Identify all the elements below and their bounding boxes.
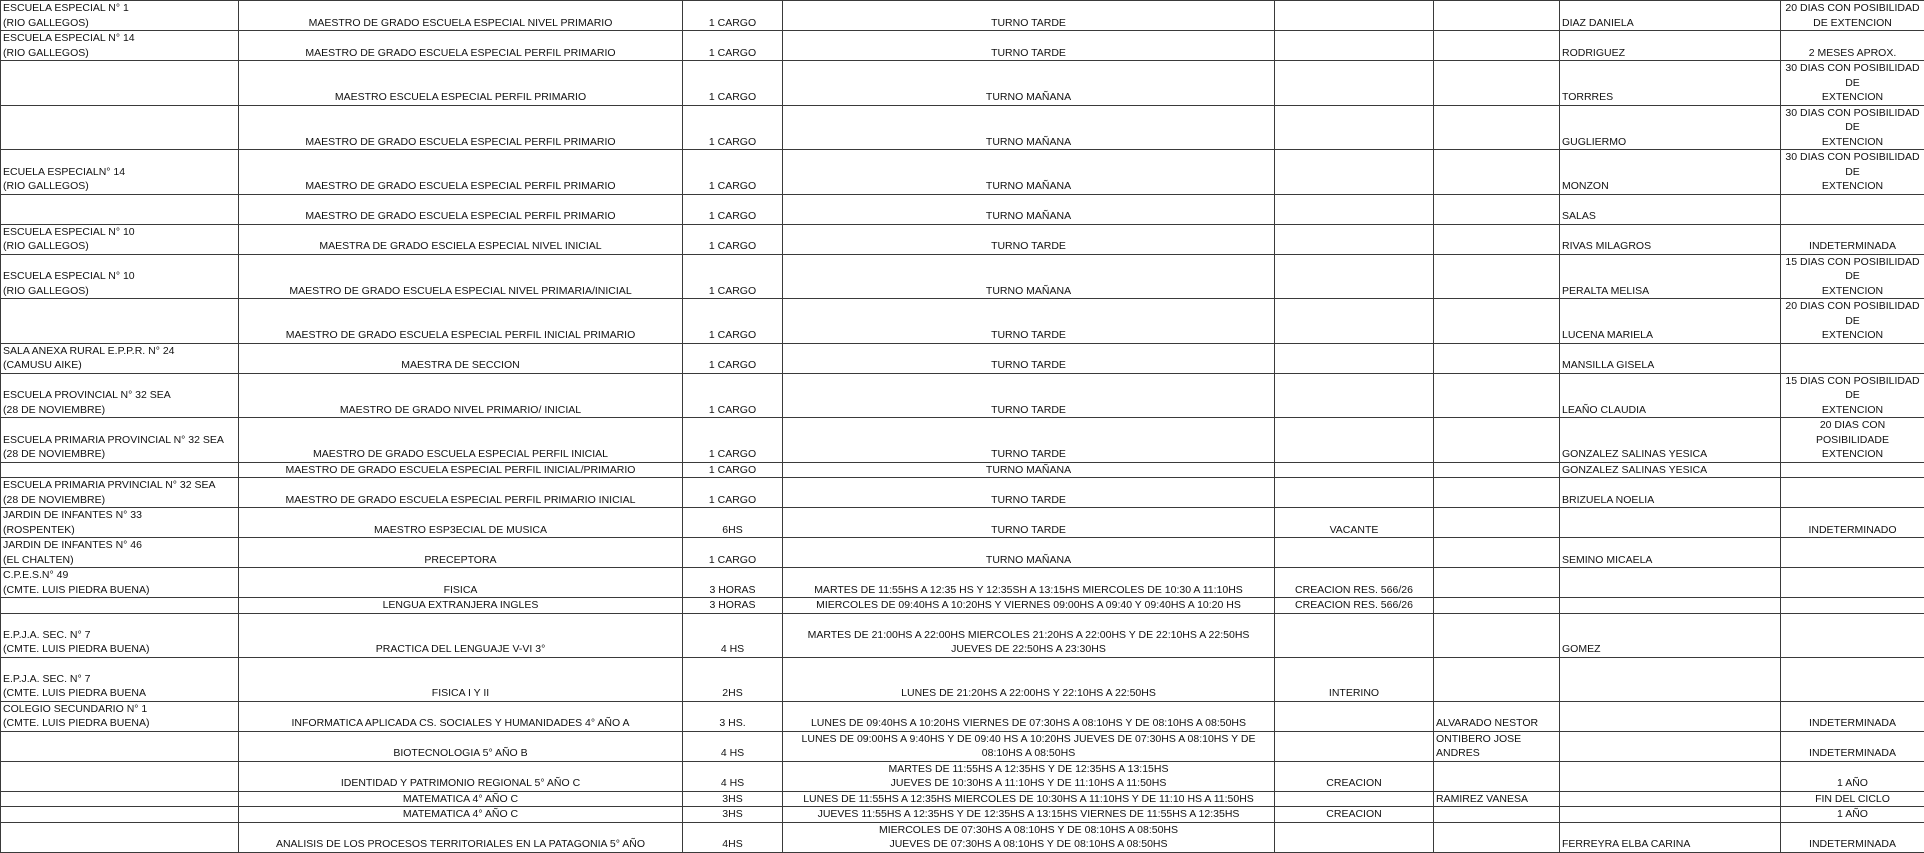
school-cell[interactable]: ESCUELA ESPECIAL N° 1 (RIO GALLEGOS) (1, 1, 239, 31)
status-cell[interactable] (1275, 105, 1434, 150)
duration-cell[interactable]: INDETERMINADA (1781, 701, 1924, 731)
holder-cell[interactable] (1434, 150, 1560, 195)
table-row[interactable] (1, 150, 1924, 195)
school-cell[interactable] (1, 822, 239, 852)
school-cell[interactable] (1, 194, 239, 224)
load-cell[interactable]: 3 HS. (683, 701, 783, 731)
holder-cell[interactable] (1434, 598, 1560, 614)
duration-cell[interactable] (1781, 343, 1924, 373)
status-cell[interactable] (1275, 418, 1434, 463)
replacement-cell[interactable]: FERREYRA ELBA CARINA (1560, 822, 1781, 852)
load-cell[interactable]: 1 CARGO (683, 224, 783, 254)
duration-cell[interactable]: 30 DIAS CON POSIBILIDAD DE EXTENCION (1781, 105, 1924, 150)
duration-cell[interactable]: 15 DIAS CON POSIBILIDAD DE EXTENCION (1781, 254, 1924, 299)
load-cell[interactable]: 1 CARGO (683, 299, 783, 344)
status-cell[interactable] (1275, 538, 1434, 568)
table-row[interactable] (1, 105, 1924, 150)
schedule-cell[interactable]: TURNO MAÑANA (783, 61, 1275, 106)
schedule-cell[interactable]: LUNES DE 21:20HS A 22:00HS Y 22:10HS A 22:50HS (783, 657, 1275, 701)
status-cell[interactable] (1275, 254, 1434, 299)
position-cell[interactable]: MAESTRO DE GRADO ESCUELA ESPECIAL PERFIL PRIMARIO (239, 31, 683, 61)
replacement-cell[interactable]: SEMINO MICAELA (1560, 538, 1781, 568)
position-cell[interactable]: MATEMATICA 4° AÑO C (239, 807, 683, 823)
school-cell[interactable]: ESCUELA PROVINCIAL N° 32 SEA (28 DE NOVIEMBRE) (1, 373, 239, 418)
school-cell[interactable]: E.P.J.A. SEC. N° 7 (CMTE. LUIS PIEDRA BUENA) (1, 613, 239, 657)
duration-cell[interactable]: INDETERMINADA (1781, 731, 1924, 761)
load-cell[interactable]: 4 HS (683, 761, 783, 791)
holder-cell[interactable] (1434, 299, 1560, 344)
school-cell[interactable]: ESCUELA PRIMARIA PROVINCIAL N° 32 SEA (28 DE NOVIEMBRE) (1, 418, 239, 463)
school-cell[interactable]: ECUELA ESPECIALN° 14 (RIO GALLEGOS) (1, 150, 239, 195)
duration-cell[interactable]: 30 DIAS CON POSIBILIDAD DE EXTENCION (1781, 150, 1924, 195)
holder-cell[interactable] (1434, 613, 1560, 657)
position-cell[interactable]: IDENTIDAD Y PATRIMONIO REGIONAL 5° AÑO C (239, 761, 683, 791)
duration-cell[interactable] (1781, 478, 1924, 508)
replacement-cell[interactable]: PERALTA MELISA (1560, 254, 1781, 299)
table-row[interactable] (1, 538, 1924, 568)
schedule-cell[interactable]: JUEVES 11:55HS A 12:35HS Y DE 12:35HS A 13:15HS VIERNES DE 11:55HS A 12:35HS (783, 807, 1275, 823)
position-cell[interactable]: MAESTRO DE GRADO ESCUELA ESPECIAL NIVEL PRIMARIA/INICIAL (239, 254, 683, 299)
status-cell[interactable] (1275, 791, 1434, 807)
school-cell[interactable]: ESCUELA ESPECIAL N° 10 (RIO GALLEGOS) (1, 224, 239, 254)
status-cell[interactable] (1275, 299, 1434, 344)
schedule-cell[interactable]: TURNO MAÑANA (783, 150, 1275, 195)
position-cell[interactable]: MAESTRO ESP3ECIAL DE MUSICA (239, 508, 683, 538)
schedule-cell[interactable]: TURNO MAÑANA (783, 254, 1275, 299)
status-cell[interactable] (1275, 478, 1434, 508)
schedule-cell[interactable]: LUNES DE 09:40HS A 10:20HS VIERNES DE 07:30HS A 08:10HS Y DE 08:10HS A 08:50HS (783, 701, 1275, 731)
duration-cell[interactable]: INDETERMINADA (1781, 822, 1924, 852)
holder-cell[interactable] (1434, 418, 1560, 463)
position-cell[interactable]: MAESTRO DE GRADO ESCUELA ESPECIAL PERFIL PRIMARIO INICIAL (239, 478, 683, 508)
schedule-cell[interactable]: TURNO TARDE (783, 1, 1275, 31)
table-row[interactable] (1, 568, 1924, 598)
school-cell[interactable]: JARDIN DE INFANTES N° 46 (EL CHALTEN) (1, 538, 239, 568)
schedule-cell[interactable]: TURNO MAÑANA (783, 105, 1275, 150)
schedule-cell[interactable]: TURNO TARDE (783, 373, 1275, 418)
load-cell[interactable]: 4 HS (683, 731, 783, 761)
table-row[interactable] (1, 613, 1924, 657)
replacement-cell[interactable]: LEAÑO CLAUDIA (1560, 373, 1781, 418)
table-row[interactable] (1, 224, 1924, 254)
replacement-cell[interactable]: SALAS (1560, 194, 1781, 224)
duration-cell[interactable]: 30 DIAS CON POSIBILIDAD DE EXTENCION (1781, 61, 1924, 106)
load-cell[interactable]: 3HS (683, 791, 783, 807)
table-row[interactable] (1, 701, 1924, 731)
schedule-cell[interactable]: MIERCOLES DE 09:40HS A 10:20HS Y VIERNES 09:00HS A 09:40 Y 09:40HS A 10:20 HS (783, 598, 1275, 614)
school-cell[interactable] (1, 731, 239, 761)
status-cell[interactable] (1275, 613, 1434, 657)
replacement-cell[interactable] (1560, 761, 1781, 791)
school-cell[interactable]: COLEGIO SECUNDARIO N° 1 (CMTE. LUIS PIEDRA BUENA) (1, 701, 239, 731)
duration-cell[interactable]: 1 AÑO (1781, 761, 1924, 791)
duration-cell[interactable]: FIN DEL CICLO (1781, 791, 1924, 807)
holder-cell[interactable] (1434, 373, 1560, 418)
position-cell[interactable]: FISICA I Y II (239, 657, 683, 701)
load-cell[interactable]: 3 HORAS (683, 568, 783, 598)
load-cell[interactable]: 1 CARGO (683, 343, 783, 373)
holder-cell[interactable] (1434, 254, 1560, 299)
holder-cell[interactable] (1434, 538, 1560, 568)
status-cell[interactable] (1275, 1, 1434, 31)
replacement-cell[interactable]: MANSILLA GISELA (1560, 343, 1781, 373)
duration-cell[interactable] (1781, 568, 1924, 598)
replacement-cell[interactable]: DIAZ DANIELA (1560, 1, 1781, 31)
table-row[interactable] (1, 462, 1924, 478)
replacement-cell[interactable] (1560, 807, 1781, 823)
status-cell[interactable]: CREACION (1275, 807, 1434, 823)
position-cell[interactable]: MAESTRO DE GRADO ESCUELA ESPECIAL PERFIL PRIMARIO (239, 105, 683, 150)
replacement-cell[interactable]: MONZON (1560, 150, 1781, 195)
table-row[interactable] (1, 299, 1924, 344)
replacement-cell[interactable]: RODRIGUEZ (1560, 31, 1781, 61)
table-row[interactable] (1, 791, 1924, 807)
holder-cell[interactable] (1434, 224, 1560, 254)
position-cell[interactable]: ANALISIS DE LOS PROCESOS TERRITORIALES EN LA PATAGONIA 5° AÑO (239, 822, 683, 852)
school-cell[interactable]: JARDIN DE INFANTES N° 33 (ROSPENTEK) (1, 508, 239, 538)
holder-cell[interactable] (1434, 105, 1560, 150)
duration-cell[interactable]: 2 MESES APROX. (1781, 31, 1924, 61)
school-cell[interactable]: ESCUELA ESPECIAL N° 10 (RIO GALLEGOS) (1, 254, 239, 299)
duration-cell[interactable] (1781, 194, 1924, 224)
table-row[interactable] (1, 807, 1924, 823)
status-cell[interactable] (1275, 462, 1434, 478)
load-cell[interactable]: 1 CARGO (683, 538, 783, 568)
schedule-cell[interactable]: TURNO TARDE (783, 418, 1275, 463)
replacement-cell[interactable] (1560, 791, 1781, 807)
schedule-cell[interactable]: TURNO MAÑANA (783, 194, 1275, 224)
holder-cell[interactable] (1434, 568, 1560, 598)
table-row[interactable] (1, 657, 1924, 701)
duration-cell[interactable] (1781, 538, 1924, 568)
status-cell[interactable] (1275, 373, 1434, 418)
replacement-cell[interactable] (1560, 731, 1781, 761)
replacement-cell[interactable] (1560, 508, 1781, 538)
replacement-cell[interactable]: BRIZUELA NOELIA (1560, 478, 1781, 508)
table-row[interactable] (1, 343, 1924, 373)
school-cell[interactable] (1, 105, 239, 150)
table-row[interactable] (1, 508, 1924, 538)
holder-cell[interactable]: ONTIBERO JOSE ANDRES (1434, 731, 1560, 761)
schedule-cell[interactable]: TURNO MAÑANA (783, 462, 1275, 478)
load-cell[interactable]: 1 CARGO (683, 418, 783, 463)
schedule-cell[interactable]: TURNO TARDE (783, 508, 1275, 538)
replacement-cell[interactable]: TORRRES (1560, 61, 1781, 106)
school-cell[interactable] (1, 598, 239, 614)
load-cell[interactable]: 3 HORAS (683, 598, 783, 614)
holder-cell[interactable] (1434, 194, 1560, 224)
load-cell[interactable]: 1 CARGO (683, 1, 783, 31)
position-cell[interactable]: MAESTRA DE GRADO ESCIELA ESPECIAL NIVEL INICIAL (239, 224, 683, 254)
table-row[interactable] (1, 194, 1924, 224)
schedule-cell[interactable]: TURNO TARDE (783, 31, 1275, 61)
duration-cell[interactable] (1781, 613, 1924, 657)
school-cell[interactable] (1, 761, 239, 791)
table-row[interactable] (1, 373, 1924, 418)
status-cell[interactable]: INTERINO (1275, 657, 1434, 701)
holder-cell[interactable] (1434, 478, 1560, 508)
schedule-cell[interactable]: LUNES DE 09:00HS A 9:40HS Y DE 09:40 HS A 10:20HS JUEVES DE 07:30HS A 08:10HS Y DE 08:10HS A 08:50HS (783, 731, 1275, 761)
load-cell[interactable]: 3HS (683, 807, 783, 823)
status-cell[interactable] (1275, 194, 1434, 224)
status-cell[interactable] (1275, 31, 1434, 61)
load-cell[interactable]: 1 CARGO (683, 194, 783, 224)
schedule-cell[interactable]: TURNO TARDE (783, 299, 1275, 344)
table-row[interactable] (1, 254, 1924, 299)
schedule-cell[interactable]: TURNO TARDE (783, 224, 1275, 254)
replacement-cell[interactable]: GUGLIERMO (1560, 105, 1781, 150)
schedule-cell[interactable]: MARTES DE 11:55HS A 12:35HS Y DE 12:35HS A 13:15HS JUEVES DE 10:30HS A 11:10HS Y DE 11:10HS A 11:50HS (783, 761, 1275, 791)
status-cell[interactable]: VACANTE (1275, 508, 1434, 538)
table-row[interactable] (1, 731, 1924, 761)
position-cell[interactable]: MAESTRO DE GRADO ESCUELA ESPECIAL PERFIL PRIMARIO (239, 150, 683, 195)
position-cell[interactable]: MAESTRA DE SECCION (239, 343, 683, 373)
load-cell[interactable]: 1 CARGO (683, 462, 783, 478)
holder-cell[interactable] (1434, 31, 1560, 61)
load-cell[interactable]: 4HS (683, 822, 783, 852)
position-cell[interactable]: LENGUA EXTRANJERA INGLES (239, 598, 683, 614)
schedule-cell[interactable]: LUNES DE 11:55HS A 12:35HS MIERCOLES DE 10:30HS A 11:10HS Y DE 11:10 HS A 11:50HS (783, 791, 1275, 807)
load-cell[interactable]: 1 CARGO (683, 61, 783, 106)
school-cell[interactable] (1, 791, 239, 807)
status-cell[interactable] (1275, 61, 1434, 106)
status-cell[interactable]: CREACION RES. 566/26 (1275, 568, 1434, 598)
replacement-cell[interactable]: GOMEZ (1560, 613, 1781, 657)
load-cell[interactable]: 1 CARGO (683, 105, 783, 150)
status-cell[interactable]: CREACION (1275, 761, 1434, 791)
holder-cell[interactable] (1434, 822, 1560, 852)
status-cell[interactable] (1275, 701, 1434, 731)
load-cell[interactable]: 1 CARGO (683, 478, 783, 508)
load-cell[interactable]: 6HS (683, 508, 783, 538)
load-cell[interactable]: 1 CARGO (683, 373, 783, 418)
duration-cell[interactable] (1781, 462, 1924, 478)
status-cell[interactable] (1275, 343, 1434, 373)
status-cell[interactable] (1275, 150, 1434, 195)
duration-cell[interactable] (1781, 598, 1924, 614)
duration-cell[interactable]: 20 DIAS CON POSIBILIDADE EXTENCION (1781, 418, 1924, 463)
table-row[interactable] (1, 418, 1924, 463)
load-cell[interactable]: 4 HS (683, 613, 783, 657)
position-cell[interactable]: MAESTRO DE GRADO ESCUELA ESPECIAL PERFIL INICIAL/PRIMARIO (239, 462, 683, 478)
position-cell[interactable]: MAESTRO ESCUELA ESPECIAL PERFIL PRIMARIO (239, 61, 683, 106)
position-cell[interactable]: MAESTRO DE GRADO ESCUELA ESPECIAL PERFIL PRIMARIO (239, 194, 683, 224)
load-cell[interactable]: 2HS (683, 657, 783, 701)
position-cell[interactable]: MAESTRO DE GRADO NIVEL PRIMARIO/ INICIAL (239, 373, 683, 418)
position-cell[interactable]: MAESTRO DE GRADO ESCUELA ESPECIAL PERFIL INICIAL PRIMARIO (239, 299, 683, 344)
school-cell[interactable]: ESCUELA PRIMARIA PRVINCIAL N° 32 SEA (28 DE NOVIEMBRE) (1, 478, 239, 508)
status-cell[interactable] (1275, 731, 1434, 761)
holder-cell[interactable] (1434, 343, 1560, 373)
replacement-cell[interactable]: LUCENA MARIELA (1560, 299, 1781, 344)
replacement-cell[interactable]: GONZALEZ SALINAS YESICA (1560, 418, 1781, 463)
replacement-cell[interactable] (1560, 701, 1781, 731)
holder-cell[interactable] (1434, 657, 1560, 701)
table-row[interactable] (1, 31, 1924, 61)
holder-cell[interactable]: ALVARADO NESTOR (1434, 701, 1560, 731)
duration-cell[interactable]: INDETERMINADA (1781, 224, 1924, 254)
table-row[interactable] (1, 1, 1924, 31)
schedule-cell[interactable]: TURNO MAÑANA (783, 538, 1275, 568)
holder-cell[interactable] (1434, 761, 1560, 791)
load-cell[interactable]: 1 CARGO (683, 150, 783, 195)
table-row[interactable] (1, 822, 1924, 852)
holder-cell[interactable]: RAMIREZ VANESA (1434, 791, 1560, 807)
replacement-cell[interactable]: RIVAS MILAGROS (1560, 224, 1781, 254)
load-cell[interactable]: 1 CARGO (683, 31, 783, 61)
schedule-cell[interactable]: MARTES DE 21:00HS A 22:00HS MIERCOLES 21:20HS A 22:00HS Y DE 22:10HS A 22:50HS JUEVES DE 22:50HS A 23:30HS (783, 613, 1275, 657)
position-cell[interactable]: BIOTECNOLOGIA 5° AÑO B (239, 731, 683, 761)
school-cell[interactable] (1, 462, 239, 478)
status-cell[interactable]: CREACION RES. 566/26 (1275, 598, 1434, 614)
duration-cell[interactable] (1781, 657, 1924, 701)
table-row[interactable] (1, 61, 1924, 106)
school-cell[interactable] (1, 61, 239, 106)
status-cell[interactable] (1275, 224, 1434, 254)
replacement-cell[interactable] (1560, 657, 1781, 701)
schedule-cell[interactable]: MIERCOLES DE 07:30HS A 08:10HS Y DE 08:10HS A 08:50HS JUEVES DE 07:30HS A 08:10HS Y DE 08:10HS A 08:50HS (783, 822, 1275, 852)
position-cell[interactable]: MAESTRO DE GRADO ESCUELA ESPECIAL NIVEL PRIMARIO (239, 1, 683, 31)
holder-cell[interactable] (1434, 61, 1560, 106)
schedule-cell[interactable]: TURNO TARDE (783, 343, 1275, 373)
holder-cell[interactable] (1434, 508, 1560, 538)
position-cell[interactable]: PRECEPTORA (239, 538, 683, 568)
table-row[interactable] (1, 598, 1924, 614)
duration-cell[interactable]: 1 AÑO (1781, 807, 1924, 823)
schedule-cell[interactable]: TURNO TARDE (783, 478, 1275, 508)
duration-cell[interactable]: INDETERMINADO (1781, 508, 1924, 538)
sheet-body (1, 1, 1924, 853)
duration-cell[interactable]: 20 DIAS CON POSIBILIDAD DE EXTENCION (1781, 1, 1924, 31)
schedule-cell[interactable]: MARTES DE 11:55HS A 12:35 HS Y 12:35SH A 13:15HS MIERCOLES DE 10:30 A 11:10HS (783, 568, 1275, 598)
replacement-cell[interactable]: GONZALEZ SALINAS YESICA (1560, 462, 1781, 478)
table-row[interactable] (1, 761, 1924, 791)
position-cell[interactable]: PRACTICA DEL LENGUAJE V-VI 3° (239, 613, 683, 657)
school-cell[interactable] (1, 807, 239, 823)
replacement-cell[interactable] (1560, 568, 1781, 598)
holder-cell[interactable] (1434, 1, 1560, 31)
school-cell[interactable]: SALA ANEXA RURAL E.P.P.R. N° 24 (CAMUSU AIKE) (1, 343, 239, 373)
school-cell[interactable]: ESCUELA ESPECIAL N° 14 (RIO GALLEGOS) (1, 31, 239, 61)
duration-cell[interactable]: 15 DIAS CON POSIBILIDAD DE EXTENCION (1781, 373, 1924, 418)
school-cell[interactable]: C.P.E.S.N° 49 (CMTE. LUIS PIEDRA BUENA) (1, 568, 239, 598)
load-cell[interactable]: 1 CARGO (683, 254, 783, 299)
school-cell[interactable]: E.P.J.A. SEC. N° 7 (CMTE. LUIS PIEDRA BUENA (1, 657, 239, 701)
holder-cell[interactable] (1434, 807, 1560, 823)
position-cell[interactable]: MATEMATICA 4° AÑO C (239, 791, 683, 807)
position-cell[interactable]: MAESTRO DE GRADO ESCUELA ESPECIAL PERFIL INICIAL (239, 418, 683, 463)
status-cell[interactable] (1275, 822, 1434, 852)
replacement-cell[interactable] (1560, 598, 1781, 614)
duration-cell[interactable]: 20 DIAS CON POSIBILIDAD DE EXTENCION (1781, 299, 1924, 344)
position-cell[interactable]: FISICA (239, 568, 683, 598)
school-cell[interactable] (1, 299, 239, 344)
position-cell[interactable]: INFORMATICA APLICADA CS. SOCIALES Y HUMANIDADES 4° AÑO A (239, 701, 683, 731)
table-row[interactable] (1, 478, 1924, 508)
holder-cell[interactable] (1434, 462, 1560, 478)
